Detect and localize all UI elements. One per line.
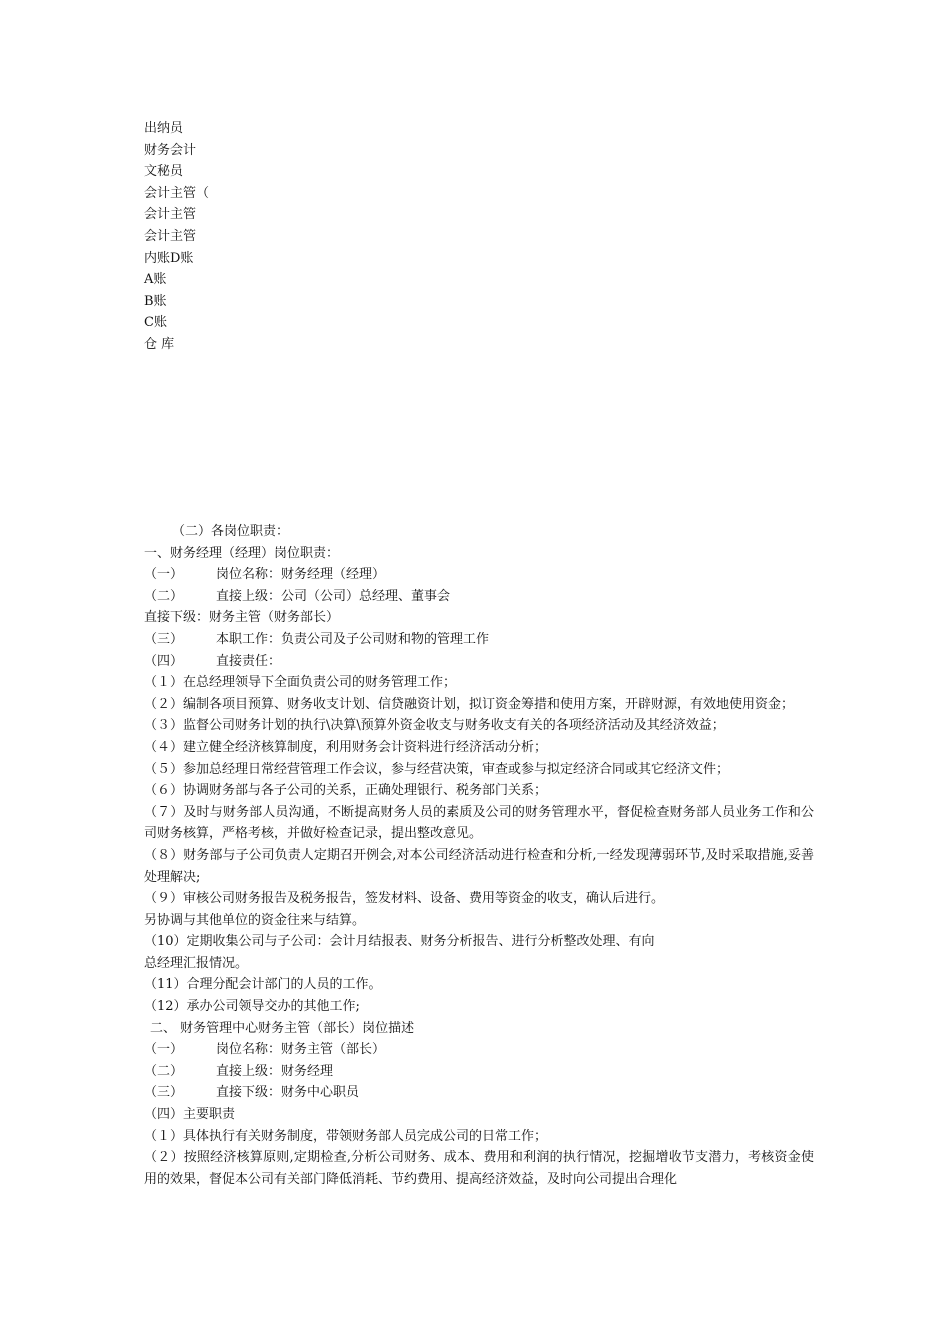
part1-duty-11: （11）合理分配会计部门的人员的工作。 <box>144 977 382 993</box>
part1-duty-7: （７）及时与财务部人员沟通，不断提高财务人员的素质及公司的财务管理水平，督促检查财务部人员业务工作和公司财务核算，严格考核，并做好检查记录，提出整改意见。 <box>144 804 814 842</box>
org-label-internal-d-account: 内账D账 <box>144 250 194 266</box>
org-label-secretary: 文秘员 <box>144 164 184 180</box>
item-text: 本职工作：负责公司及子公司财和物的管理工作 <box>216 631 490 647</box>
item-number: （一） <box>144 1042 184 1058</box>
job-duties-text <box>144 521 814 1190</box>
section-title: （二）各岗位职责： <box>172 524 290 539</box>
item-number: （二） <box>144 588 184 604</box>
org-chart-labels <box>144 118 444 356</box>
part2-item-3 <box>144 1082 814 1104</box>
org-label-a-account: A账 <box>144 272 167 288</box>
part2-subheading: （四）主要职责 <box>144 1107 236 1123</box>
part1-duty-4: （４）建立健全经济核算制度，利用财务会计资料进行经济活动分析； <box>144 739 548 755</box>
part2-item-1 <box>144 1039 814 1061</box>
item-text: 直接上级：公司（公司）总经理、董事会 <box>216 588 451 604</box>
part1-item-2 <box>144 586 814 608</box>
org-label-financial-accountant: 财务会计 <box>144 142 197 158</box>
part2-heading: 二、 财务管理中心财务主管（部长）岗位描述 <box>150 1020 415 1036</box>
part1-duty-2: （２）编制各项目预算、财务收支计划、信贷融资计划，拟订资金筹措和使用方案，开辟财源，有效地使用资金； <box>144 696 795 712</box>
org-label-accounting-supervisor-1: 会计主管（ <box>144 185 210 201</box>
part1-subordinate: 直接下级：财务主管（财务部长） <box>144 610 340 626</box>
part1-duty-3: （３）监督公司财务计划的执行\决算\预算外资金收支与财务收支有关的各项经济活动及其经济效益； <box>144 718 725 734</box>
org-label-accounting-supervisor-2: 会计主管 <box>144 207 197 223</box>
item-number: （四） <box>144 653 184 669</box>
part1-duty-12: （12）承办公司领导交办的其他工作; <box>144 999 360 1015</box>
part1-duty-10: （10）定期收集公司与子公司：会计月结报表、财务分析报告、进行分析整改处理、有向 <box>144 934 655 950</box>
org-label-warehouse: 仓 库 <box>144 336 175 352</box>
item-text: 岗位名称：财务主管（部长） <box>216 1042 386 1058</box>
part2-item-2 <box>144 1061 814 1083</box>
part2-duty-2: （２）按照经济核算原则,定期检查,分析公司财务、成本、费用和利润的执行情况，挖掘增收节支潜力，考核资金使用的效果，督促本公司有关部门降低消耗、节约费用、提高经济效益，及时向公司提出合理化 <box>144 1150 814 1187</box>
item-text: 直接上级：财务经理 <box>216 1063 334 1079</box>
part1-duty-10-cont: 总经理汇报情况。 <box>144 955 249 971</box>
item-number: （一） <box>144 567 184 583</box>
org-label-accounting-supervisor-3: 会计主管 <box>144 228 197 244</box>
part1-duty-1: （１）在总经理领导下全面负责公司的财务管理工作； <box>144 675 457 691</box>
item-number: （二） <box>144 1063 184 1079</box>
part1-item-4 <box>144 651 814 673</box>
item-number: （三） <box>144 631 184 647</box>
org-label-c-account: C账 <box>144 315 167 331</box>
item-number: （三） <box>144 1085 184 1101</box>
item-text: 直接责任： <box>216 653 282 669</box>
part1-duty-8: （８）财务部与子公司负责人定期召开例会,对本公司经济活动进行检查和分析,一经发现薄弱环节,及时采取措施,妥善处理解决; <box>144 847 814 885</box>
part1-heading: 一、财务经理（经理）岗位职责： <box>144 545 340 561</box>
part1-item-1 <box>144 564 814 586</box>
part2-duty-1: （１）具体执行有关财务制度，带领财务部人员完成公司的日常工作； <box>144 1128 548 1144</box>
org-label-b-account: B账 <box>144 293 167 309</box>
item-text: 直接下级：财务中心职员 <box>216 1085 360 1101</box>
org-label-cashier: 出纳员 <box>144 121 184 136</box>
part1-duty-6: （６）协调财务部与各子公司的关系，正确处理银行、税务部门关系； <box>144 783 548 799</box>
item-text: 岗位名称：财务经理（经理） <box>216 567 386 583</box>
part1-item-3 <box>144 629 814 651</box>
part1-duty-5: （５）参加总经理日常经营管理工作会议，参与经营决策，审查或参与拟定经济合同或其它经济文件； <box>144 761 730 777</box>
part1-duty-9-cont: 另协调与其他单位的资金往来与结算。 <box>144 912 366 928</box>
part1-duty-9: （９）审核公司财务报告及税务报告，签发材料、设备、费用等资金的收支，确认后进行。 <box>144 891 665 907</box>
